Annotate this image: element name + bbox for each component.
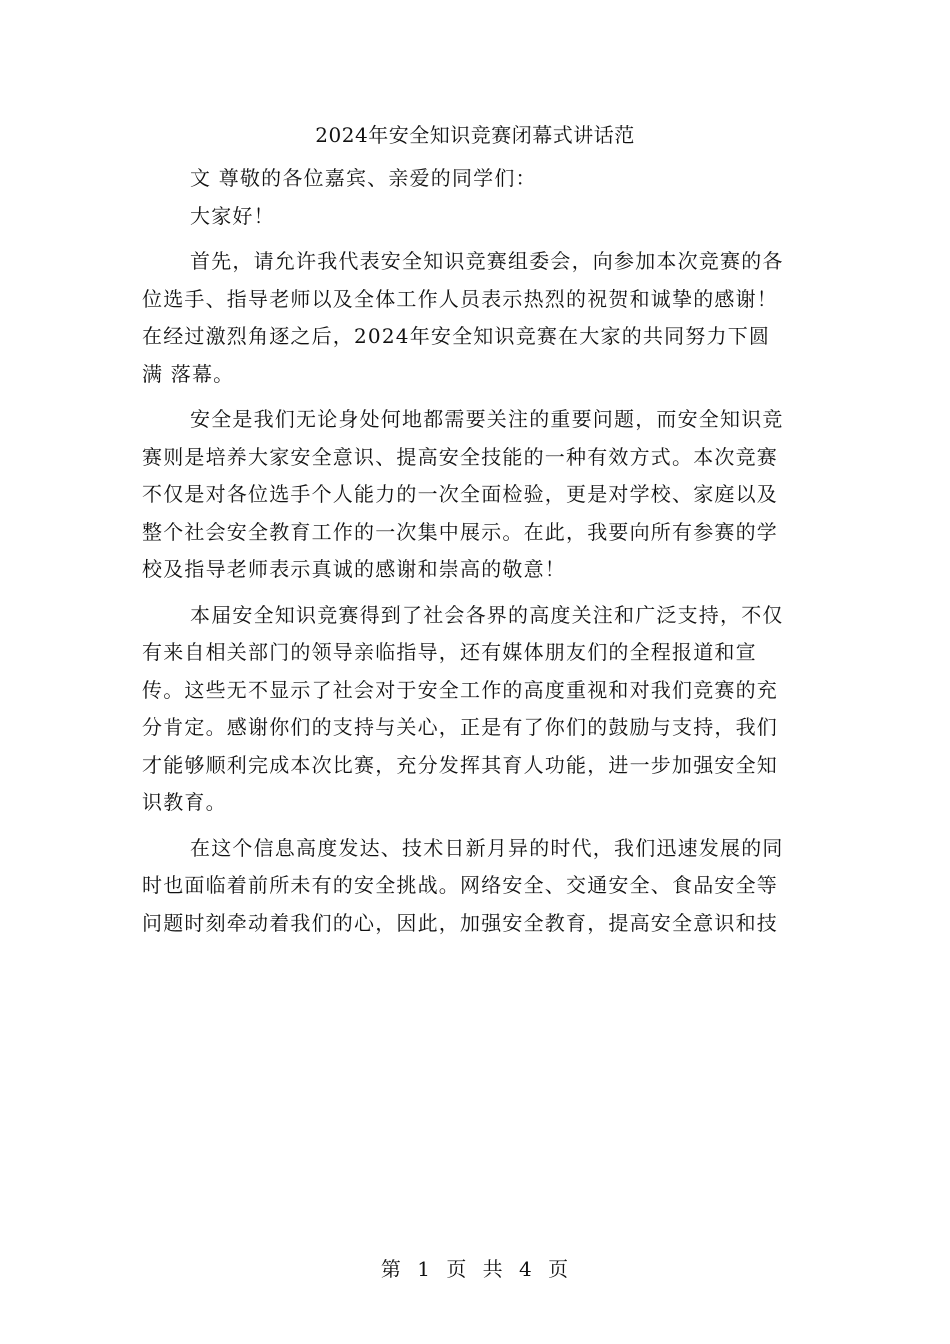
paragraph-line: 识教育。 — [142, 790, 227, 814]
paragraph-1 — [142, 243, 807, 393]
salutation: 文 尊敬的各位嘉宾、亲爱的同学们： — [190, 166, 537, 190]
footer-prefix: 第 — [380, 1257, 402, 1281]
paragraph-line: 赛则是培养大家安全意识、提高安全技能的一种有效方式。本次竞赛 — [142, 444, 778, 469]
paragraph-line: 有来自相关部门的领导亲临指导，还有媒体朋友们的全程报道和宣 — [142, 640, 757, 664]
paragraph-2 — [142, 401, 807, 589]
paragraph-line: 整个社会安全教育工作的一次集中展示。在此，我要向所有参赛的学 — [142, 519, 778, 544]
paragraph-line: 位选手、指导老师以及全体工作人员表示热烈的祝贺和诚挚的感谢！ — [142, 286, 778, 311]
paragraph-line: 分肯定。感谢你们的支持与关心，正是有了你们的鼓励与支持，我们 — [142, 715, 778, 739]
total-pages-number: 4 — [519, 1257, 533, 1281]
document-body — [142, 160, 807, 942]
paragraph-line: 满 落幕。 — [142, 361, 235, 386]
footer-page-word: 页 — [446, 1257, 468, 1281]
current-page-number: 1 — [417, 1257, 431, 1281]
paragraph-line: 安全是我们无论身处何地都需要关注的重要问题，而安全知识竞 — [190, 407, 784, 431]
paragraph-line: 在经过激烈角逐之后，2024年安全知识竞赛在大家的共同努力下圆 — [142, 324, 771, 348]
greeting: 大家好！ — [190, 203, 275, 228]
paragraph-line: 在这个信息高度发达、技术日新月异的时代，我们迅速发展的同 — [190, 835, 784, 860]
paragraph-line: 才能够顺利完成本次比赛，充分发挥其育人功能，进一步加强安全知 — [142, 752, 778, 777]
paragraph-line: 不仅是对各位选手个人能力的一次全面检验，更是对学校、家庭以及 — [142, 482, 778, 506]
footer-total-word: 页 — [548, 1257, 570, 1281]
paragraph-line: 首先，请允许我代表安全知识竞赛组委会，向参加本次竞赛的各 — [190, 249, 784, 273]
footer-total-prefix: 共 — [482, 1257, 504, 1281]
paragraph-3 — [142, 597, 807, 822]
paragraph-line: 问题时刻牵动着我们的心，因此，加强安全教育，提高安全意识和技 — [142, 910, 778, 935]
paragraph-line: 时也面临着前所未有的安全挑战。网络安全、交通安全、食品安全等 — [142, 873, 778, 897]
paragraph-line: 传。这些无不显示了社会对于安全工作的高度重视和对我们竞赛的充 — [142, 677, 778, 702]
paragraph-4 — [142, 830, 807, 943]
paragraph-line: 本届安全知识竞赛得到了社会各界的高度关注和广泛支持，不仅 — [190, 602, 784, 627]
page-footer — [0, 1254, 950, 1284]
paragraph-line: 校及指导老师表示真诚的感谢和崇高的敬意！ — [142, 557, 566, 581]
document-title: 2024年安全知识竞赛闭幕式讲话范 — [315, 123, 635, 147]
